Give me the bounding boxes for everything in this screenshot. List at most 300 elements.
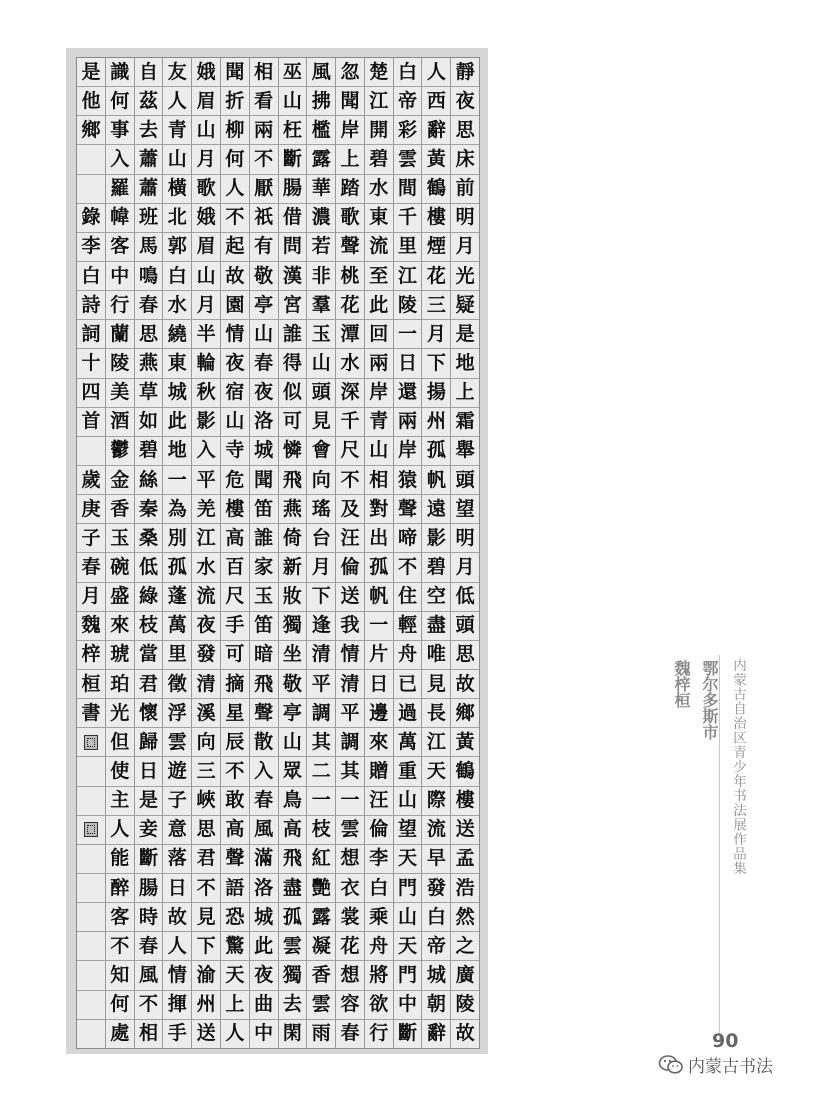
character-cell: 開: [365, 116, 393, 145]
character-cell: 花: [336, 291, 364, 320]
grid-column: [191, 58, 220, 1048]
character-cell: 人: [163, 87, 191, 116]
calligraphy-artwork: [66, 48, 488, 1054]
character-cell: 歌: [336, 204, 364, 233]
character-cell: 州: [192, 991, 220, 1020]
character-cell: 至: [365, 262, 393, 291]
character-cell: 頭: [451, 612, 479, 641]
character-cell: 間: [394, 175, 422, 204]
grid-column: [278, 58, 307, 1048]
character-cell: 不: [394, 553, 422, 582]
character-cell: 時: [135, 903, 163, 932]
character-cell: 中: [254, 1022, 274, 1045]
character-cell: 靜: [451, 58, 479, 87]
character-cell: 里: [163, 641, 191, 670]
character-cell: 眾: [279, 757, 307, 786]
character-cell: 借: [279, 204, 307, 233]
character-cell: 首: [77, 408, 105, 437]
character-cell: 手: [221, 612, 249, 641]
character-cell: 坐: [279, 641, 307, 670]
character-cell: 人: [106, 816, 134, 845]
character-cell: 珀: [106, 670, 134, 699]
character-cell: 彩: [394, 116, 422, 145]
character-cell: 子: [163, 787, 191, 816]
character-cell: 鄉: [451, 699, 479, 728]
character-cell: 桑: [135, 524, 163, 553]
character-cell: 天: [394, 932, 422, 961]
character-cell: 梓: [77, 641, 105, 670]
character-cell: 誰: [279, 320, 307, 349]
character-cell: 月: [77, 583, 105, 612]
character-cell: 看: [250, 87, 278, 116]
character-cell: 江: [365, 87, 393, 116]
character-cell: 厭: [250, 175, 278, 204]
character-cell: 朝: [422, 991, 450, 1020]
empty-cell: [77, 845, 105, 874]
grid-column: [306, 58, 335, 1048]
character-cell: 不: [221, 204, 249, 233]
character-cell: 濃: [307, 204, 335, 233]
character-cell: 敬: [250, 262, 278, 291]
character-cell: 艷: [307, 874, 335, 903]
character-cell: 人: [225, 1022, 245, 1045]
character-cell: 天: [394, 845, 422, 874]
character-cell: 笛: [250, 612, 278, 641]
character-cell: 園: [221, 291, 249, 320]
character-cell: 入: [192, 437, 220, 466]
character-cell: 漢: [279, 262, 307, 291]
character-cell: 床: [451, 145, 479, 174]
character-cell: 啼: [394, 524, 422, 553]
character-cell: 尺: [221, 583, 249, 612]
watermark-text: 内蒙古书法: [688, 1057, 773, 1077]
character-cell: 歸: [135, 728, 163, 757]
character-cell: 月: [307, 553, 335, 582]
character-cell: 清: [336, 670, 364, 699]
character-cell: 江: [422, 728, 450, 757]
character-cell: 孤: [365, 553, 393, 582]
character-cell: 錄: [77, 204, 105, 233]
grid-column: [220, 58, 249, 1048]
character-cell: 此: [250, 932, 278, 961]
character-cell: 滿: [250, 845, 278, 874]
character-cell: 浮: [163, 699, 191, 728]
character-cell: 江: [394, 262, 422, 291]
character-cell: 不: [250, 145, 278, 174]
character-cell: 三: [192, 757, 220, 786]
character-cell: 明: [451, 204, 479, 233]
calligraphy-grid: [76, 57, 480, 1049]
character-cell: 兩: [250, 116, 278, 145]
character-cell: 天: [422, 757, 450, 786]
character-cell: 尺: [336, 437, 364, 466]
character-cell: 月: [451, 233, 479, 262]
artist-city: 鄂尔多斯市: [700, 660, 719, 740]
character-cell: 倫: [336, 553, 364, 582]
character-cell: 三: [422, 291, 450, 320]
character-cell: 桃: [336, 262, 364, 291]
character-cell: 情: [336, 641, 364, 670]
character-cell: 調: [307, 699, 335, 728]
character-cell: 玉: [250, 583, 278, 612]
character-cell: 峽: [192, 787, 220, 816]
character-cell: 友: [163, 58, 191, 87]
character-cell: 日: [135, 757, 163, 786]
character-cell: 青: [365, 408, 393, 437]
character-cell: 露: [307, 903, 335, 932]
empty-cell: [77, 874, 105, 903]
character-cell: 新: [279, 553, 307, 582]
character-cell: 燕: [279, 495, 307, 524]
character-cell: 詩: [77, 291, 105, 320]
artist-name: 魏梓桓: [672, 660, 691, 708]
character-cell: 相: [139, 1022, 159, 1045]
character-cell: 語: [221, 874, 249, 903]
character-cell: 二: [307, 757, 335, 786]
character-cell: 山: [163, 145, 191, 174]
character-cell: 拂: [307, 87, 335, 116]
character-cell: 疑: [451, 291, 479, 320]
character-cell: 影: [422, 524, 450, 553]
character-cell: 下: [422, 349, 450, 378]
character-cell: 蕭: [135, 145, 163, 174]
character-cell: 城: [250, 437, 278, 466]
character-cell: 人: [163, 932, 191, 961]
character-cell: 向: [307, 466, 335, 495]
character-cell: 浩: [451, 874, 479, 903]
character-cell: 草: [135, 379, 163, 408]
character-cell: 馬: [135, 233, 163, 262]
character-cell: 見: [192, 903, 220, 932]
character-cell: 平: [192, 466, 220, 495]
character-cell: 琥: [106, 641, 134, 670]
character-cell: 山: [192, 116, 220, 145]
character-cell: 閑: [282, 1022, 302, 1045]
character-cell: 君: [135, 670, 163, 699]
character-cell: 情: [163, 961, 191, 990]
character-cell: 眉: [192, 233, 220, 262]
character-cell: 故: [163, 903, 191, 932]
character-cell: 廣: [451, 961, 479, 990]
character-cell: 敢: [221, 787, 249, 816]
character-cell: 前: [451, 175, 479, 204]
character-cell: 李: [365, 845, 393, 874]
character-cell: 月: [192, 145, 220, 174]
character-cell: 客: [106, 233, 134, 262]
character-cell: 此: [365, 291, 393, 320]
character-cell: 鄉: [77, 116, 105, 145]
character-cell: 山: [365, 437, 393, 466]
character-cell: 帝: [394, 87, 422, 116]
character-cell: 城: [250, 903, 278, 932]
character-cell: 繞: [163, 320, 191, 349]
character-cell: 山: [250, 320, 278, 349]
character-cell: 空: [422, 583, 450, 612]
character-cell: 揚: [422, 379, 450, 408]
character-cell: 樓: [451, 787, 479, 816]
character-cell: 君: [192, 845, 220, 874]
seal-icon: [84, 735, 98, 750]
character-cell: 一: [365, 612, 393, 641]
character-cell: 此: [163, 408, 191, 437]
character-cell: 城: [422, 961, 450, 990]
character-cell: 中: [106, 262, 134, 291]
book-title: 内蒙古自治区青少年书法展作品集: [730, 658, 746, 876]
character-cell: 春: [250, 787, 278, 816]
empty-cell: [77, 932, 105, 961]
character-cell: 人: [221, 175, 249, 204]
character-cell: 詞: [77, 320, 105, 349]
character-cell: 猿: [394, 466, 422, 495]
seal-stamp: [77, 728, 105, 757]
character-cell: 岸: [365, 379, 393, 408]
character-cell: 花: [336, 932, 364, 961]
character-cell: 秦: [135, 495, 163, 524]
character-cell: 北: [163, 204, 191, 233]
character-cell: 紅: [307, 845, 335, 874]
character-cell: 是: [77, 58, 105, 87]
character-cell: 陵: [106, 349, 134, 378]
character-cell: 千: [394, 204, 422, 233]
character-cell: 十: [77, 349, 105, 378]
character-cell: 舟: [394, 641, 422, 670]
character-cell: 欲: [365, 991, 393, 1020]
character-cell: 玉: [307, 320, 335, 349]
character-cell: 想: [336, 961, 364, 990]
character-cell: 書: [77, 699, 105, 728]
character-cell: 華: [307, 175, 335, 204]
character-cell: 去: [135, 116, 163, 145]
character-cell: 得: [279, 349, 307, 378]
character-cell: 洛: [250, 408, 278, 437]
character-cell: 水: [192, 553, 220, 582]
character-cell: 渝: [192, 961, 220, 990]
character-cell: 光: [106, 699, 134, 728]
character-cell: 枝: [307, 816, 335, 845]
character-cell: 高: [279, 816, 307, 845]
character-cell: 江: [192, 524, 220, 553]
character-cell: 飛: [279, 845, 307, 874]
character-cell: 煙: [422, 233, 450, 262]
character-cell: 還: [394, 379, 422, 408]
character-cell: 來: [106, 612, 134, 641]
character-cell: 水: [163, 291, 191, 320]
character-cell: 雲: [336, 816, 364, 845]
character-cell: 西: [422, 87, 450, 116]
character-cell: 頭: [307, 379, 335, 408]
character-cell: 夜: [221, 349, 249, 378]
character-cell: 娥: [192, 58, 220, 87]
character-cell: 能: [106, 845, 134, 874]
character-cell: 片: [365, 641, 393, 670]
character-cell: 敬: [279, 670, 307, 699]
character-cell: 家: [250, 553, 278, 582]
character-cell: 春: [250, 349, 278, 378]
character-cell: 汪: [365, 787, 393, 816]
character-cell: 天: [221, 961, 249, 990]
character-cell: 他: [77, 87, 105, 116]
character-cell: 樓: [422, 204, 450, 233]
character-cell: 見: [307, 408, 335, 437]
character-cell: 溪: [192, 699, 220, 728]
grid-column: [421, 58, 450, 1048]
character-cell: 檻: [307, 116, 335, 145]
character-cell: 鳴: [135, 262, 163, 291]
character-cell: 兩: [394, 408, 422, 437]
character-cell: 枉: [279, 116, 307, 145]
character-cell: 白: [422, 903, 450, 932]
character-cell: 行: [106, 291, 134, 320]
character-cell: 桓: [77, 670, 105, 699]
character-cell: 平: [307, 670, 335, 699]
character-cell: 玉: [106, 524, 134, 553]
character-cell: 黃: [422, 145, 450, 174]
character-cell: 似: [279, 379, 307, 408]
character-cell: 望: [394, 816, 422, 845]
character-cell: 見: [422, 670, 450, 699]
character-cell: 知: [106, 961, 134, 990]
character-cell: 帆: [365, 583, 393, 612]
character-cell: 發: [422, 874, 450, 903]
character-cell: 亭: [250, 291, 278, 320]
character-cell: 倚: [279, 524, 307, 553]
empty-cell: [77, 175, 105, 204]
character-cell: 影: [192, 408, 220, 437]
character-cell: 然: [451, 903, 479, 932]
character-cell: 故: [455, 1022, 475, 1045]
character-cell: 夜: [250, 961, 278, 990]
character-cell: 辰: [221, 728, 249, 757]
character-cell: 獨: [279, 961, 307, 990]
character-cell: 別: [163, 524, 191, 553]
empty-cell: [77, 757, 105, 786]
character-cell: 倫: [365, 816, 393, 845]
character-cell: 腸: [135, 874, 163, 903]
character-cell: 寺: [221, 437, 249, 466]
character-cell: 舉: [451, 437, 479, 466]
character-cell: 州: [422, 408, 450, 437]
character-cell: 送: [336, 583, 364, 612]
character-cell: 台: [307, 524, 335, 553]
character-cell: 唯: [422, 641, 450, 670]
grid-column: [162, 58, 191, 1048]
grid-column: [364, 58, 393, 1048]
character-cell: 將: [365, 961, 393, 990]
character-cell: 容: [336, 991, 364, 1020]
character-cell: 宮: [279, 291, 307, 320]
character-cell: 相: [365, 466, 393, 495]
character-cell: 碧: [365, 145, 393, 174]
character-cell: 茲: [135, 87, 163, 116]
character-cell: 可: [221, 641, 249, 670]
character-cell: 陵: [394, 291, 422, 320]
character-cell: 獨: [279, 612, 307, 641]
character-cell: 已: [394, 670, 422, 699]
character-cell: 為: [163, 495, 191, 524]
character-cell: 思: [192, 816, 220, 845]
character-cell: 歌: [192, 175, 220, 204]
character-cell: 主: [106, 787, 134, 816]
character-cell: 對: [365, 495, 393, 524]
character-cell: 使: [106, 757, 134, 786]
character-cell: 香: [307, 961, 335, 990]
empty-cell: [77, 903, 105, 932]
character-cell: 山: [394, 903, 422, 932]
grid-column: [105, 58, 134, 1048]
character-cell: 蘭: [106, 320, 134, 349]
character-cell: 邊: [365, 699, 393, 728]
character-cell: 恐: [221, 903, 249, 932]
character-cell: 日: [163, 874, 191, 903]
character-cell: 城: [163, 379, 191, 408]
character-cell: 宿: [221, 379, 249, 408]
character-cell: 裳: [336, 903, 364, 932]
character-cell: 流: [365, 233, 393, 262]
character-cell: 低: [135, 553, 163, 582]
character-cell: 低: [451, 583, 479, 612]
character-cell: 月: [192, 291, 220, 320]
character-cell: 住: [394, 583, 422, 612]
empty-cell: [77, 961, 105, 990]
seal-icon: [84, 822, 98, 837]
character-cell: 聲: [250, 699, 278, 728]
character-cell: 四: [77, 379, 105, 408]
character-cell: 上: [336, 145, 364, 174]
character-cell: 地: [451, 349, 479, 378]
character-cell: 春: [77, 553, 105, 582]
character-cell: 山: [394, 787, 422, 816]
character-cell: 夜: [451, 87, 479, 116]
character-cell: 日: [365, 670, 393, 699]
character-cell: 笛: [250, 495, 278, 524]
character-cell: 懷: [135, 699, 163, 728]
character-cell: 門: [394, 874, 422, 903]
character-cell: 相: [250, 58, 278, 87]
character-cell: 橫: [163, 175, 191, 204]
character-cell: 腸: [279, 175, 307, 204]
character-cell: 黃: [451, 728, 479, 757]
empty-cell: [77, 991, 105, 1020]
character-cell: 碧: [422, 553, 450, 582]
character-cell: 絲: [135, 466, 163, 495]
character-cell: 行: [369, 1022, 389, 1045]
character-cell: 雨: [311, 1022, 331, 1045]
empty-cell: [77, 145, 105, 174]
character-cell: 羅: [106, 175, 134, 204]
character-cell: 何: [106, 87, 134, 116]
character-cell: 踏: [336, 175, 364, 204]
character-cell: 半: [192, 320, 220, 349]
character-cell: 出: [365, 524, 393, 553]
character-cell: 過: [394, 699, 422, 728]
empty-cell: [77, 437, 105, 466]
character-cell: 入: [106, 145, 134, 174]
character-cell: 下: [307, 583, 335, 612]
character-cell: 下: [192, 932, 220, 961]
character-cell: 意: [163, 816, 191, 845]
character-cell: 雲: [394, 145, 422, 174]
character-cell: 春: [340, 1022, 360, 1045]
wechat-icon: [658, 1054, 684, 1076]
character-cell: 深: [336, 379, 364, 408]
character-cell: 早: [422, 845, 450, 874]
character-cell: 平: [336, 699, 364, 728]
character-cell: 白: [163, 262, 191, 291]
character-cell: 送: [451, 816, 479, 845]
character-cell: 一: [394, 320, 422, 349]
character-cell: 衣: [336, 874, 364, 903]
character-cell: 思: [135, 320, 163, 349]
